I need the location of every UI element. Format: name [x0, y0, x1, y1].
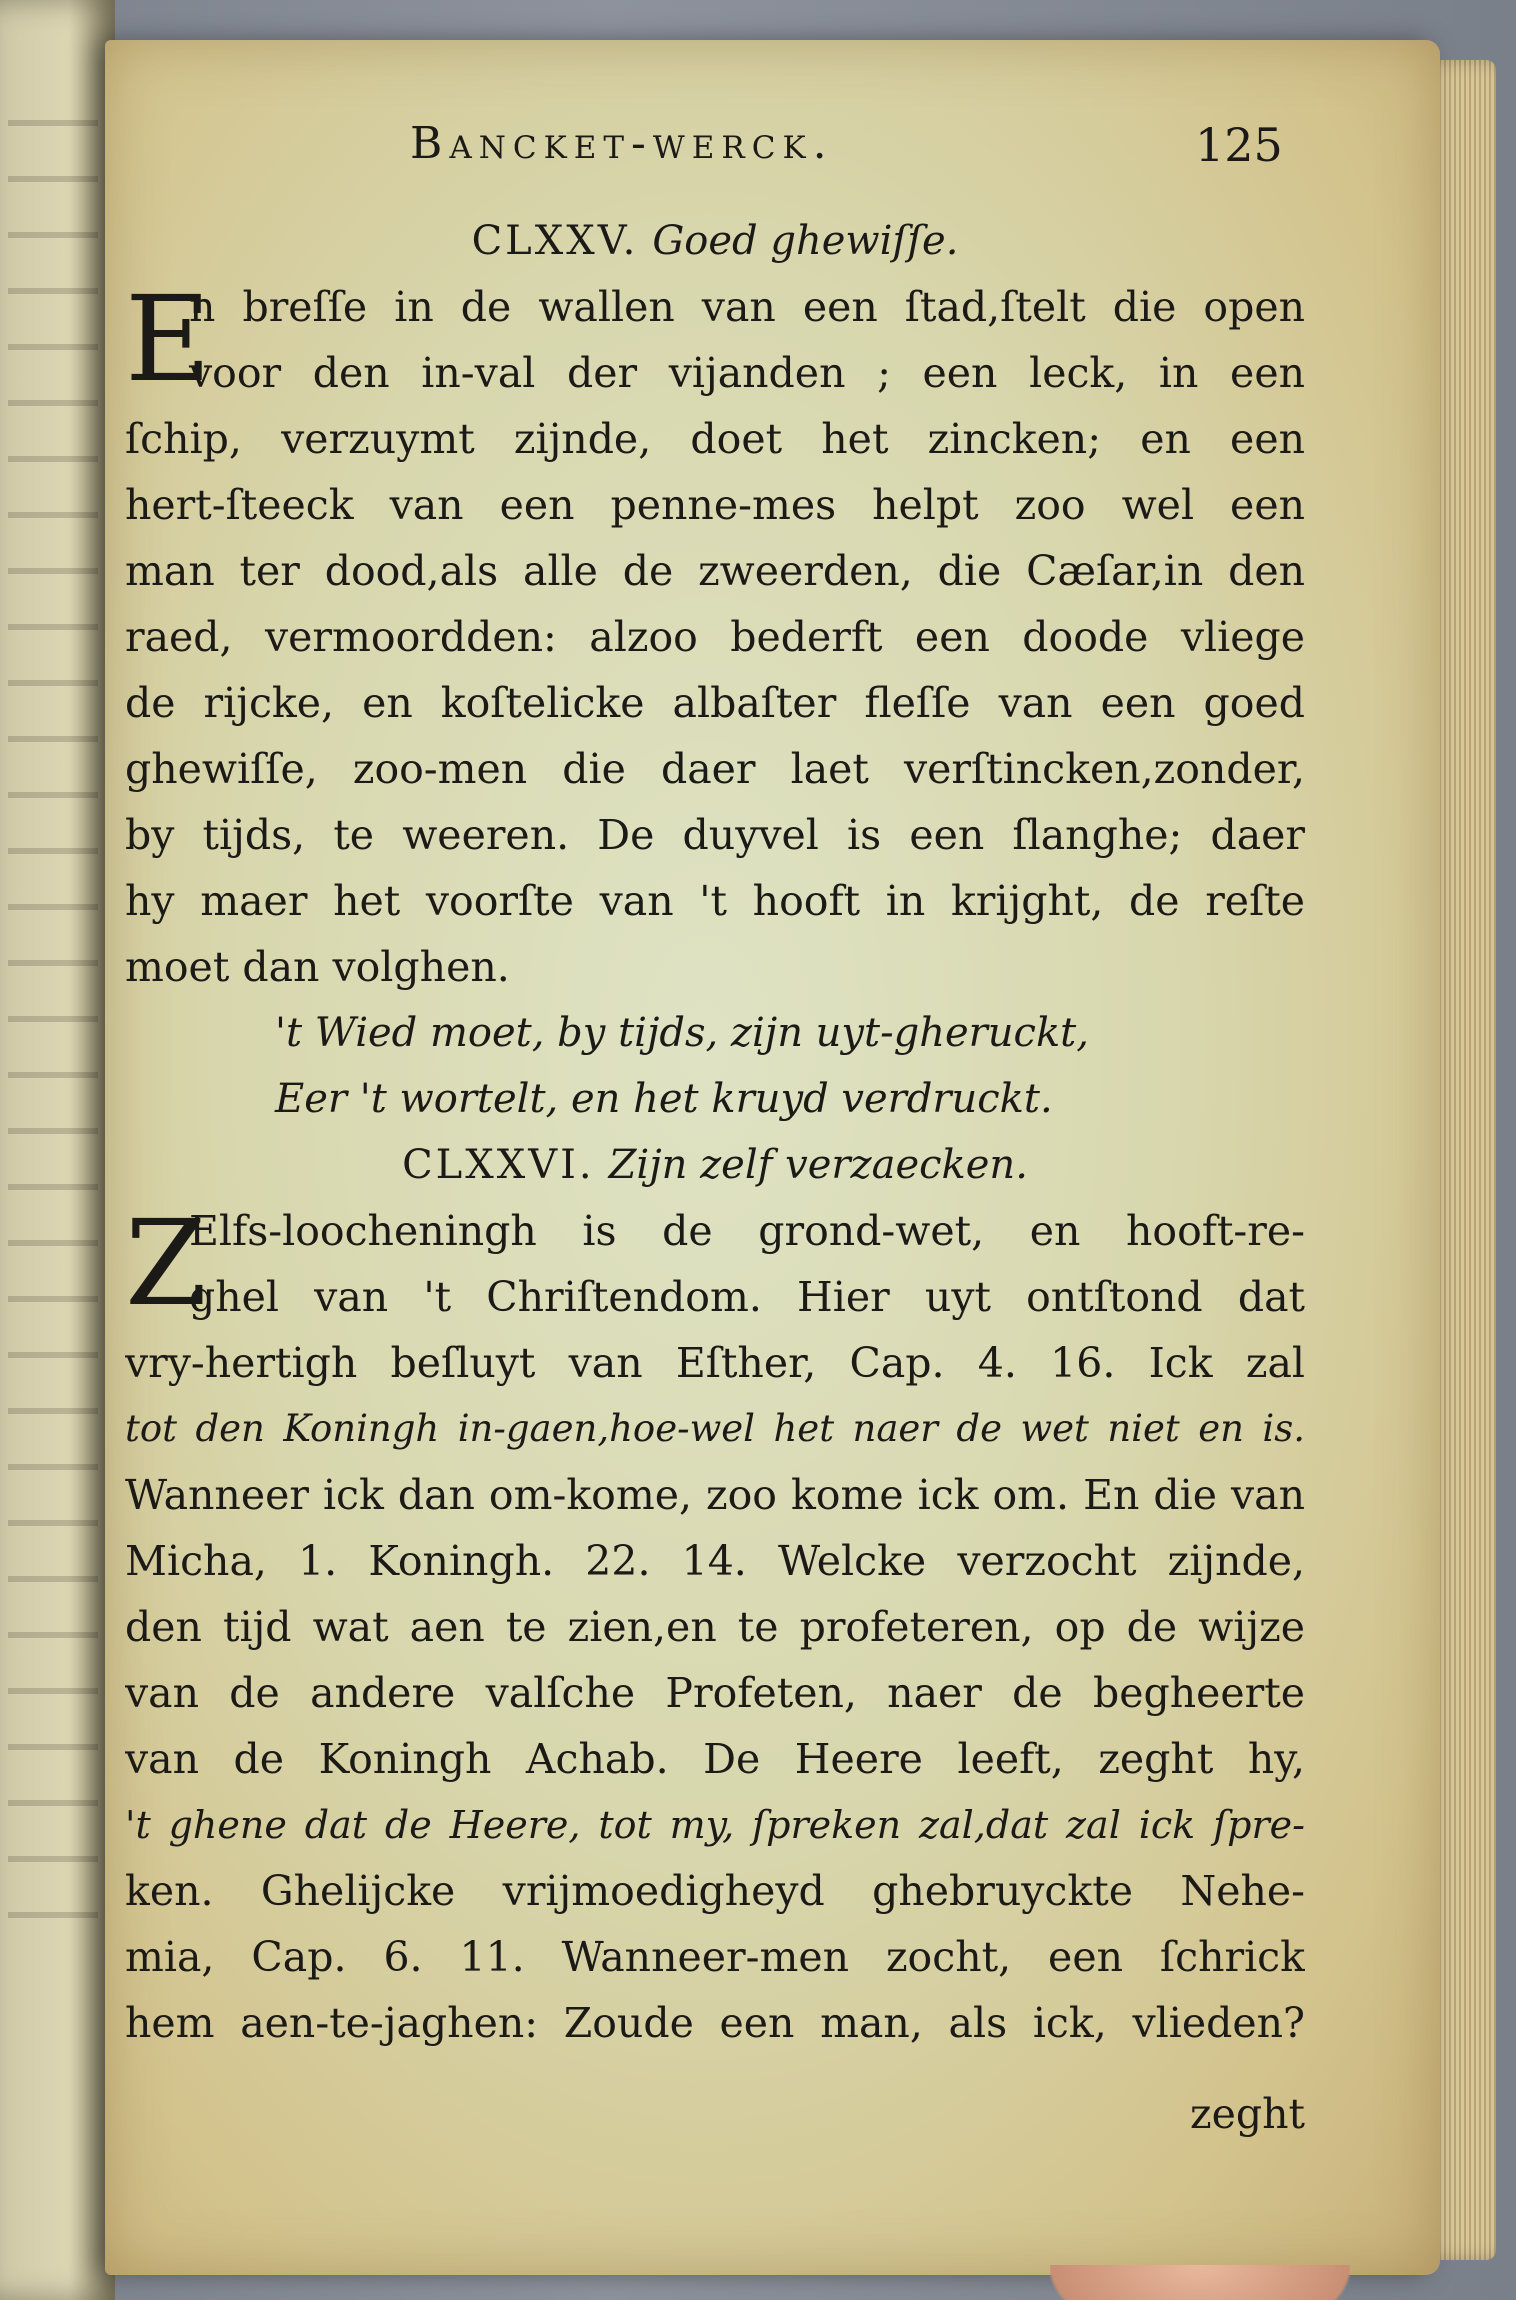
drop-cap: Z — [125, 1194, 207, 1332]
verse-line: 't Wied moet, by tijds, zijn uyt-gheruckt, — [275, 1010, 1089, 1056]
book-page — [105, 40, 1440, 2275]
paragraph-line: hem aen-te-jaghen: Zoude een man, als ick, vlieden? — [125, 1999, 1305, 2047]
paragraph-line: de rijcke, en koſtelicke albaſter fleſſe van een goed — [125, 679, 1305, 727]
page-number: 125 — [1195, 118, 1283, 172]
paragraph-line: raed, vermoordden: alzoo bederft een doode vliege — [125, 613, 1305, 661]
paragraph-line: man ter dood,als alle de zweerden, die Cæſar,in den — [125, 547, 1305, 595]
paragraph-line: tot den Koningh in-gaen,hoe-wel het naer de wet niet en is. — [125, 1407, 1305, 1450]
paragraph-line: hy maer het voorſte van 't hooft in krijght, de reſte — [125, 877, 1305, 925]
drop-cap: E — [125, 270, 212, 408]
paragraph-line: mia, Cap. 6. 11. Wanneer-men zocht, een ſchrick — [125, 1933, 1305, 1981]
paragraph-line: moet dan volghen. — [125, 943, 510, 991]
previous-page-text-edge — [8, 120, 98, 1920]
paragraph-line: ghewiſſe, zoo-men die daer laet verſtincken,zonder, — [125, 745, 1305, 793]
paragraph-line: van de andere valſche Profeten, naer de begheerte — [125, 1669, 1305, 1717]
thumb-holding-page — [1050, 2265, 1350, 2300]
section-numeral: CLXXV. — [471, 218, 639, 264]
paragraph-line: ſchip, verzuymt zijnde, doet het zincken; en een — [125, 415, 1305, 463]
section-heading-175 — [125, 208, 1305, 274]
section-title: Goed ghewiſſe. — [652, 218, 959, 264]
running-head — [105, 118, 1440, 188]
text-block — [125, 208, 1305, 2056]
paragraph-line: vry-hertigh beſluyt van Eſther, Cap. 4. 16. Ick zal — [125, 1339, 1305, 1387]
paragraph-line: voor den in-val der vijanden ; een leck, in een — [189, 349, 1305, 397]
previous-page-edge — [0, 0, 115, 2300]
paragraph-line: by tijds, te weeren. De duyvel is een ſlanghe; daer — [125, 811, 1305, 859]
paragraph-line: van de Koningh Achab. De Heere leeft, zeght hy, — [125, 1735, 1305, 1783]
paragraph-line: Wanneer ick dan om-kome, zoo kome ick om. En die van — [125, 1471, 1305, 1519]
paragraph-line: Elfs-loocheningh is de grond-wet, en hooft-re- — [189, 1207, 1305, 1255]
paragraph-line: den tijd wat aen te zien,en te profeteren, op de wijze — [125, 1603, 1305, 1651]
paragraph-line: ghel van 't Chriſtendom. Hier uyt ontſtond dat — [189, 1273, 1305, 1321]
section-title: Zijn zelf verzaecken. — [608, 1142, 1028, 1188]
paragraph-line: Micha, 1. Koningh. 22. 14. Welcke verzocht zijnde, — [125, 1537, 1305, 1585]
section-numeral: CLXXVI. — [402, 1142, 595, 1188]
paragraph-line: n breſſe in de wallen van een ſtad,ſtelt die open — [189, 283, 1305, 331]
verse-175 — [125, 1000, 1305, 1132]
catchword: zeght — [1190, 2090, 1305, 2138]
paragraph-line: ken. Ghelijcke vrijmoedigheyd ghebruyckte Nehe- — [125, 1867, 1305, 1915]
running-title: Banckeт-werck. — [410, 118, 834, 169]
paragraph-176 — [125, 1194, 1305, 2056]
paragraph-line: hert-ſteeck van een penne-mes helpt zoo wel een — [125, 481, 1305, 529]
paragraph-175 — [125, 270, 1305, 1000]
paragraph-line: 't ghene dat de Heere, tot my, ſpreken zal,dat zal ick ſpre- — [125, 1803, 1305, 1847]
verse-line: Eer 't wortelt, en het kruyd verdruckt. — [275, 1076, 1053, 1122]
section-heading-176 — [125, 1132, 1305, 1198]
